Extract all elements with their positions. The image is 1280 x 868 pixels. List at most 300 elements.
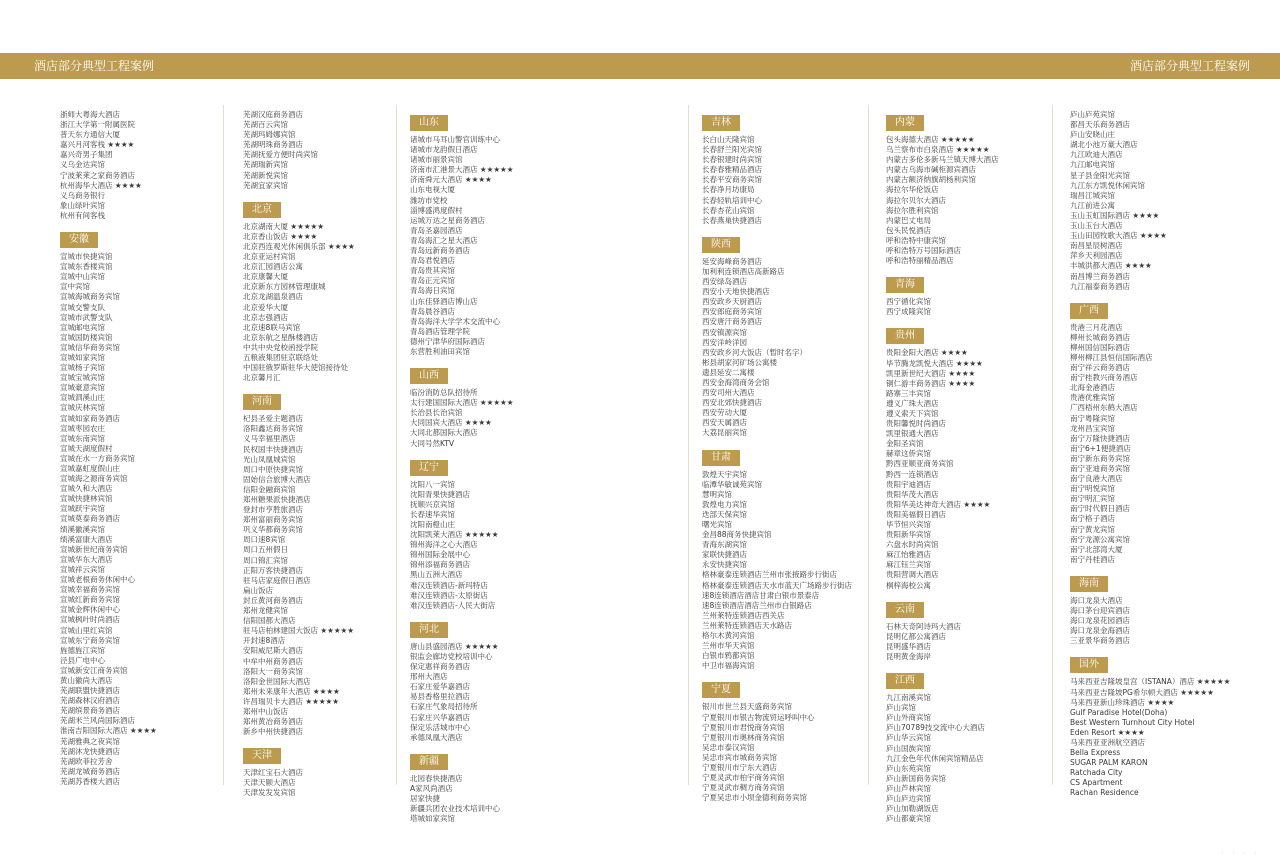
hotel-item: 南宁新东商务宾馆 (1070, 453, 1130, 463)
hotel-item: 北京湖南大厦 ★★★★★ (243, 221, 325, 231)
hotel-item: 宣城中山宾馆 (60, 272, 105, 282)
hotel-item: 柳州柳江县恒信国际酒店 (1070, 352, 1153, 362)
hotel-item: 大同国宾大酒店 ★★★★ (410, 418, 492, 428)
hotel-item: 郑州富丽商务宾馆 (243, 515, 303, 525)
hotel-item: 中共中央党校函授学院 (243, 342, 318, 352)
region-section (886, 323, 1046, 590)
hotel-item: 长白山天隆宾馆 (702, 135, 755, 144)
hotel-item: 锦州添福商务酒店 (410, 560, 470, 570)
hotel-item: 遵义索天下宾馆 (886, 408, 939, 418)
hotel-list (1070, 110, 1230, 292)
hotel-item: 敦煌电力宾馆 (702, 499, 747, 509)
hotel-list (60, 252, 220, 787)
hotel-item: 易县香格里拉酒店 (410, 692, 470, 702)
region-section (410, 749, 570, 824)
hotel-item: 北京龙湖温泉酒店 (243, 292, 303, 302)
column-divider (1052, 105, 1053, 785)
hotel-item: 长春速华宾馆 (410, 509, 455, 519)
hotel-item: 义乌商务银行 (60, 190, 105, 200)
hotel-item: 绩溪富康大酒店 (60, 534, 113, 544)
hotel-item: 北海金港酒店 (1070, 383, 1115, 393)
hotel-item: 邢州大酒店 (410, 672, 448, 682)
region-section (886, 597, 1046, 662)
hotel-item: 海拉尔贝尔大酒店 (886, 195, 946, 205)
hotel-item: 昆明黄金海岸 (886, 651, 931, 661)
hotel-item: 宣城华东大酒店 (60, 554, 113, 564)
hotel-item: 宣城枣园农庄 (60, 423, 105, 433)
hotel-item: Ratchada City (1070, 768, 1123, 778)
hotel-item: 太行建国国际大酒店 ★★★★★ (410, 398, 514, 408)
hotel-item: 宣城东宁商务宾馆 (60, 635, 120, 645)
hotel-item: 南宁黄龙宾馆 (1070, 524, 1115, 534)
region-section (60, 227, 220, 787)
hotel-item: Best Western Turnhout City Hotel (1070, 717, 1195, 727)
hotel-item: 九江欧迪大酒店 (1070, 150, 1123, 160)
hotel-item: 驻马店家庭假日酒店 (243, 575, 311, 585)
hotel-item: 海口龙泉大酒店 (1070, 595, 1123, 605)
hotel-item: 芜湖瑞新宾馆 (243, 160, 288, 170)
hotel-item: 洛阳金世国际大酒店 (243, 676, 311, 686)
hotel-item: 青海东湖宾馆 (702, 540, 747, 550)
hotel-item: 长春平安商务宾馆 (702, 175, 762, 185)
hotel-item: 路寨三丰宾馆 (886, 388, 931, 398)
region-section (410, 455, 570, 611)
hotel-item: 都昌天乐商务酒店 (1070, 120, 1130, 130)
hotel-item: 贵阳金阳大酒店 ★★★★ (886, 348, 968, 358)
hotel-item: 芜湖龙城商务酒店 (60, 766, 120, 776)
hotel-item: 芜湖玛姆娜宾馆 (243, 130, 296, 140)
hotel-item: 芜湖森林汉府酒店 (60, 696, 120, 706)
hotel-item: 贵阳营调大酒店 (886, 570, 939, 580)
hotel-item: A家风尚酒店 (410, 783, 453, 793)
hotel-item: 西安天属酒店 (702, 418, 747, 428)
hotel-list (1070, 323, 1230, 565)
hotel-item: 黄山徽尚大酒店 (60, 675, 113, 685)
region-header: 辽宁 (410, 460, 448, 476)
hotel-item: 南宁6+1便捷酒店 (1070, 443, 1131, 453)
hotel-item: 宣城邮电宾馆 (60, 322, 105, 332)
hotel-item: 宣城枫叶时尚酒店 (60, 615, 120, 625)
hotel-item: 新疆兵团农业技术培训中心 (410, 804, 500, 814)
hotel-item: 乌兰察布市白泉酒店 ★★★★★ (886, 145, 990, 155)
region-header: 北京 (243, 202, 281, 218)
hotel-item: 周口锦汇宾馆 (243, 555, 288, 565)
hotel-item: 难汉连锁酒店-人民大街店 (410, 600, 496, 610)
hotel-item: 长春轻轨培训中心 (702, 195, 762, 205)
hotel-item: 宣城天湖度假村 (60, 443, 113, 453)
hotel-item: 郑州糖果派快捷酒店 (243, 495, 311, 504)
hotel-item: 马来西亚吉隆坡皇宫（ISTANA）酒店 ★★★★★ (1070, 677, 1230, 687)
hotel-item: 宣城如家商务酒店 (60, 413, 120, 423)
hotel-item: 青岛海日宾馆 (410, 286, 455, 296)
hotel-item: 青岛海洋大学学术交流中心 (410, 316, 500, 326)
hotel-item: 东营胜利油田宾馆 (410, 346, 470, 356)
hotel-item: 青岛君悦酒店 (410, 256, 455, 266)
hotel-item: 西宁成隆宾馆 (886, 307, 931, 317)
hotel-item: 宁夏灵武市柏宇商务宾馆 (702, 773, 785, 783)
hotel-item: 中卫市福海宾馆 (702, 661, 755, 671)
hotel-item: 南宁丹桂酒店 (1070, 554, 1115, 564)
hotel-list (886, 297, 1046, 317)
region-section (702, 110, 862, 226)
hotel-item: 北京爱华大厦 (243, 302, 288, 312)
hotel-item: Bella Express (1070, 748, 1121, 758)
hotel-item: 宣城新世纪商务宾馆 (60, 544, 128, 554)
hotel-item: 庐山国族宾馆 (886, 743, 931, 753)
hotel-item: 宣中宾馆 (60, 282, 90, 292)
hotel-item: 正阳万客快捷酒店 (243, 565, 303, 575)
hotel-item: 芜湖明珠商务酒店 (243, 140, 303, 150)
hotel-item: 西安北郊快捷酒店 (702, 398, 762, 408)
hotel-item: 内蒙古多伦多新马兰镇天博大酒店 (886, 155, 999, 165)
region-header: 宁夏 (702, 682, 740, 698)
hotel-item: 信阳金融商宾馆 (243, 484, 296, 494)
hotel-item: 遵义广珠大酒店 (886, 398, 939, 408)
hotel-item: 芜湖抚爱方便时尚宾馆 (243, 150, 318, 160)
hotel-item: 金阳圣宾馆 (886, 439, 924, 449)
hotel-item: 封丘黄河商务酒店 (243, 595, 303, 605)
hotel-item: 芜湖联盟快捷酒店 (60, 686, 120, 696)
region-header: 天津 (243, 748, 281, 764)
hotel-item: 诸城市丽景宾馆 (410, 155, 463, 165)
hotel-item: 长春净月坊康局 (702, 185, 755, 195)
case-column (60, 110, 220, 793)
hotel-item: 黔西亚顺亚商务宾馆 (886, 459, 954, 469)
hotel-item: 固始信合旅博大酒店 (243, 474, 311, 484)
hotel-item: 长春燕巢快捷酒店 (702, 215, 762, 225)
hotel-item: 淄博盛鸿度假村 (410, 205, 463, 215)
region-section (410, 110, 570, 357)
hotel-item: 庐山东苑宾馆 (886, 763, 931, 773)
hotel-item: 三亚景华商务酒店 (1070, 636, 1130, 646)
hotel-item: 贵阳宇迪酒店 (886, 479, 931, 489)
hotel-item: 洛阳大一商务宾馆 (243, 666, 303, 676)
hotel-item: 麻江钰兰宾馆 (886, 560, 931, 570)
hotel-item: 北京西连观光休闲俱乐部 ★★★★ (243, 241, 355, 251)
hotel-item: 马来西亚新山珍珠酒店 ★★★★ (1070, 697, 1175, 707)
hotel-item: 西安唐汗商务酒店 (702, 317, 762, 327)
hotel-item: 青岛海汇之星大酒店 (410, 235, 478, 245)
banner-title-left: 酒店部分典型工程案例 (34, 59, 155, 73)
hotel-item: 沈阳南橙山庄 (410, 520, 455, 529)
hotel-item: 宣城交警支队 (60, 302, 105, 312)
hotel-item: 贵阳美福假日酒店 (886, 509, 946, 519)
hotel-item: 宣城嘉虹度假山庄 (60, 464, 120, 473)
hotel-item: 九江邮电宾馆 (1070, 160, 1115, 170)
hotel-item: 格林豪泰连锁酒店天水市蓝天广场路步行街店 (702, 580, 852, 590)
hotel-item: 九江金色年代休闲宾馆精品店 (886, 753, 984, 763)
hotel-item: 加利利连锁酒店高新路店 (702, 266, 785, 276)
hotel-item: 宣城金辉休闲中心 (60, 605, 120, 615)
hotel-item: 青岛晨谷酒店 (410, 306, 455, 316)
hotel-item: 九江东方凯悦休闲宾馆 (1070, 180, 1145, 190)
hotel-item: 淮南吉阳国际大酒店 ★★★★ (60, 726, 157, 736)
hotel-item: 兰州莱特连锁酒店天水路店 (702, 620, 792, 630)
hotel-item: 宣城快捷林宾馆 (60, 494, 113, 504)
region-section (702, 445, 862, 672)
hotel-item: 丰城洪都大酒店 ★★★★ (1070, 261, 1152, 271)
title-banner (0, 53, 1280, 79)
hotel-item: 西安郎庭商务宾馆 (702, 307, 762, 317)
hotel-item: 南昌博兰商务酒店 (1070, 271, 1130, 281)
hotel-item: 居家快捷 (410, 793, 440, 803)
hotel-item: 庐山华云宾馆 (886, 733, 931, 743)
hotel-item: 宣城杨子宾馆 (60, 363, 105, 373)
hotel-item: 南宁祥云商务酒店 (1070, 363, 1130, 373)
region-header: 河北 (410, 622, 448, 638)
hotel-item: 宣城市武警支队 (60, 312, 113, 322)
hotel-item: 义乌金达宾馆 (60, 160, 105, 170)
hotel-item: Rachan Residence (1070, 788, 1139, 798)
hotel-list (702, 135, 862, 226)
hotel-item: 南宁万隆快捷酒店 (1070, 433, 1130, 443)
case-column (702, 110, 862, 809)
region-header: 山东 (410, 115, 448, 131)
hotel-item: 马来西亚亚洲航空酒店 (1070, 737, 1145, 747)
hotel-item: 临汾消防总队招待所 (410, 388, 478, 398)
hotel-item: 宣城东香楼宾馆 (60, 262, 113, 272)
region-section (886, 110, 1046, 266)
region-section (243, 197, 403, 384)
hotel-item: 嘉兴奇男子集团 (60, 150, 113, 160)
hotel-item: 西安金海湾商务会馆 (702, 377, 770, 387)
hotel-item: 芜湖米兰风尚国际酒店 (60, 716, 135, 726)
hotel-item: 速8连锁酒店酒店甘肃白银市景泰店 (702, 590, 820, 600)
hotel-item: 周口速8宾馆 (243, 535, 286, 545)
hotel-item: 北京汇园酒店公寓 (243, 262, 303, 272)
hotel-list (1070, 677, 1230, 798)
hotel-item: 瑞昌江城宾馆 (1070, 190, 1115, 200)
hotel-item: 宣城海城商务宾馆 (60, 292, 120, 302)
hotel-item: 北京亚运村宾馆 (243, 252, 296, 262)
hotel-item: 广西梧州东鹤大酒店 (1070, 403, 1138, 413)
hotel-item: 海拉尔胜利宾馆 (886, 205, 939, 215)
hotel-item: 石家庄气象局招待所 (410, 702, 478, 712)
hotel-item: 庐山安晓山庄 (1070, 130, 1115, 140)
hotel-item: 北京东航之星酥楼酒店 (243, 332, 318, 342)
hotel-item: 宁波莱莱之家商务酒店 (60, 170, 135, 180)
hotel-item: 吴忠市宾市城商务宾馆 (702, 752, 777, 762)
hotel-item: 新乡中州快捷酒店 (243, 727, 303, 737)
hotel-item: 长春舒兰阳光宾馆 (702, 145, 762, 155)
hotel-item: 南宁亚迪商务宾馆 (1070, 464, 1130, 473)
hotel-item: 庐山庐苑宾馆 (1070, 110, 1115, 119)
hotel-item: 南宁粤隆宾馆 (1070, 413, 1115, 423)
hotel-item: Gulf Paradise Hotel(Doha) (1070, 707, 1168, 717)
hotel-item: 黔西一连锁酒店 (886, 469, 939, 479)
hotel-item: 普天东方通信大厦 (60, 130, 120, 140)
hotel-item: 西安政乡河大饭店（暂时名字） (702, 347, 807, 357)
hotel-item: 九江前进公寓 (1070, 200, 1115, 210)
hotel-item: 芜湖宜家宾馆 (243, 180, 288, 190)
hotel-item: 宣城如家宾馆 (60, 352, 105, 362)
hotel-item: 九江南溪宾馆 (886, 693, 931, 703)
hotel-item: 安阳威尼斯大酒店 (243, 646, 303, 656)
region-section (702, 232, 862, 439)
hotel-item: 贵阳华美达神奇大酒店 ★★★★ (886, 499, 991, 509)
hotel-item: 贵阳馨悦时尚酒店 (886, 419, 946, 429)
hotel-item: 开封速8酒店 (243, 636, 286, 646)
hotel-item: CS Apartment (1070, 778, 1123, 788)
region-section (410, 363, 570, 449)
decorative-dots: · · · · (1221, 849, 1260, 858)
hotel-item: 毕节恒兴宾馆 (886, 520, 931, 529)
case-column (886, 110, 1046, 830)
hotel-list (1070, 596, 1230, 646)
hotel-item: 诸城市龙韵假日酒店 (410, 145, 478, 155)
hotel-item: 临潭华敏诚苑宾馆 (702, 479, 762, 489)
hotel-item: 抚顺兴京宾馆 (410, 499, 455, 509)
hotel-item: 周口五州假日 (243, 545, 288, 555)
region-section (410, 617, 570, 743)
region-header: 江西 (886, 673, 924, 689)
hotel-list (60, 110, 220, 221)
hotel-item: 锦州国际金展中心 (410, 550, 470, 560)
hotel-item: 长春春雅精品酒店 (702, 165, 762, 175)
hotel-item: 绩溪徽溪宾馆 (60, 524, 105, 534)
hotel-item: 石林天奇阿诗玛大酒店 (886, 621, 961, 631)
hotel-item: 山东电视大厦 (410, 185, 455, 195)
hotel-item: 西宁循化宾馆 (886, 297, 931, 307)
hotel-item: 中牟中州商务酒店 (243, 656, 303, 666)
hotel-item: SUGAR PALM KARON (1070, 758, 1148, 768)
hotel-item: 桐梓海校公寓 (886, 580, 931, 590)
hotel-item: 永安快捷宾馆 (702, 560, 747, 570)
region-header: 海南 (1070, 576, 1108, 592)
hotel-list (243, 768, 403, 798)
hotel-item: 信阳国都大酒店 (243, 616, 296, 626)
hotel-list (410, 774, 570, 824)
region-section (243, 389, 403, 737)
case-column (243, 110, 403, 805)
hotel-item: 宁夏银川市银古物流贸运呼叫中心 (702, 712, 815, 722)
hotel-item: 沈阳八一宾馆 (410, 479, 455, 489)
hotel-item: 大荔昆丽宾馆 (702, 428, 747, 438)
hotel-item: 嘉兴月河客栈 ★★★★ (60, 140, 135, 150)
hotel-list (702, 702, 862, 803)
hotel-item: 青岛贵其宾馆 (410, 266, 455, 276)
hotel-item: 义马幸福里酒店 (243, 434, 296, 444)
hotel-item: 宣城市快捷宾馆 (60, 252, 113, 262)
hotel-item: 星子县金阳光宾馆 (1070, 170, 1130, 180)
hotel-item: 长春银建时尚宾馆 (702, 155, 762, 165)
hotel-item: 西安洋岭洋园 (702, 337, 747, 347)
hotel-item: 内蒙巴丈电局 (886, 215, 931, 225)
hotel-item: 芜湖新悦宾馆 (243, 170, 288, 180)
hotel-item: 芜湖沐龙快捷酒店 (60, 746, 120, 756)
region-header: 陕西 (702, 237, 740, 253)
hotel-item: 南宁桂教兴商务酒店 (1070, 373, 1138, 383)
hotel-item: 宣城海之源商务宾馆 (60, 474, 128, 484)
hotel-item: 杭州海华大酒店 ★★★★ (60, 180, 142, 190)
hotel-list (243, 110, 403, 191)
hotel-list (886, 348, 1046, 590)
hotel-item: 家联快捷酒店 (702, 550, 747, 560)
hotel-item: 五粮液集团驻京联络处 (243, 352, 318, 362)
hotel-item: 庐山70789技交流中心大酒店 (886, 723, 985, 733)
hotel-list (410, 480, 570, 611)
hotel-item: 旌德旌江宾馆 (60, 645, 105, 655)
hotel-item: 昆明盛华酒店 (886, 641, 931, 651)
hotel-item: 西安绿岛酒店 (702, 277, 747, 287)
hotel-item: 庐山庐边宾馆 (886, 793, 931, 803)
hotel-item: 兰州市华天宾馆 (702, 641, 755, 651)
hotel-item: 北京志强酒店 (243, 312, 288, 322)
hotel-item: 沈阳凯莱大酒店 ★★★★★ (410, 530, 499, 540)
hotel-item: 马来西亚吉隆坡PG希尔顿大酒店 ★★★★★ (1070, 687, 1214, 697)
hotel-item: 格林豪泰连锁酒店兰州市张掖路步行街店 (702, 570, 837, 580)
hotel-item: 银川市世兰县天盛商务宾馆 (702, 702, 792, 712)
hotel-item: 宣城在水一方商务宾馆 (60, 453, 135, 463)
hotel-item: 西安小天地快捷酒店 (702, 287, 770, 297)
region-section (1070, 298, 1230, 565)
hotel-list (410, 642, 570, 743)
hotel-item: 扁山饭店 (243, 585, 273, 595)
hotel-item: 庐山加勒湖饭店 (886, 804, 939, 814)
hotel-item: 杞县圣爱主题酒店 (243, 414, 303, 424)
hotel-list (886, 135, 1046, 266)
hotel-item: 内蒙古额济纳旗胡杨利宾馆 (886, 175, 976, 185)
hotel-item: 贵港三月花酒店 (1070, 322, 1123, 332)
region-header: 云南 (886, 602, 924, 618)
hotel-item: 慧明宾馆 (702, 489, 732, 499)
hotel-item: 呼和浩特万号国际酒店 (886, 246, 961, 256)
hotel-item: 宣城泗溪山庄 (60, 393, 105, 403)
hotel-item: 玉山田园牧歌大酒店 ★★★★ (1070, 231, 1167, 241)
hotel-item: 北园春快捷酒店 (410, 773, 463, 783)
hotel-item: 青岛酒店管理学院 (410, 326, 470, 336)
hotel-item: 兰州莱特连锁酒店西关店 (702, 610, 785, 620)
region-header: 内蒙 (886, 115, 924, 131)
hotel-item: 难汉连锁酒店-太原街店 (410, 590, 488, 600)
hotel-item: 宣城祥云宾馆 (60, 564, 105, 574)
hotel-item: 北京康馨大厦 (243, 272, 288, 282)
region-section (243, 110, 403, 191)
hotel-item: 金昌88商务快捷宾馆 (702, 530, 772, 540)
hotel-item: 沈阳青果快捷酒店 (410, 489, 470, 499)
hotel-item: 许昌瑞贝卡大酒店 ★★★★★ (243, 696, 340, 706)
hotel-item: 锦州海洋之心大酒店 (410, 540, 478, 550)
hotel-item: 保定乐活城市中心 (410, 722, 470, 732)
hotel-item: 周口中原快捷宾馆 (243, 464, 303, 474)
hotel-item: 敦煌天宇宾馆 (702, 469, 747, 479)
region-section (243, 743, 403, 798)
region-section (1070, 110, 1230, 292)
hotel-item: 庐山新国商务宾馆 (886, 773, 946, 783)
hotel-item: 中国驻俄罗斯驻华大使馆接待处 (243, 363, 348, 373)
hotel-list (410, 135, 570, 357)
hotel-item: 黑山五洲大酒店 (410, 570, 463, 580)
hotel-list (886, 693, 1046, 824)
region-header: 河南 (243, 394, 281, 410)
hotel-item: 柳州国信国际酒店 (1070, 342, 1130, 352)
hotel-item: 九江福泰商务酒店 (1070, 281, 1130, 291)
region-section (1070, 571, 1230, 646)
hotel-item: 南宁格子酒店 (1070, 514, 1115, 524)
hotel-item: 贵港优雅宾馆 (1070, 393, 1115, 403)
hotel-item: 洛阳鑫达商务宾馆 (243, 424, 303, 434)
case-column (1070, 110, 1230, 805)
hotel-item: 长治县长治宾馆 (410, 408, 463, 418)
hotel-item: 庐山宾馆 (886, 703, 916, 713)
hotel-item: 麻江怡雅酒店 (886, 550, 931, 560)
hotel-item: 北京馨月汇 (243, 373, 281, 383)
hotel-item: 西安劳动大厦 (702, 408, 747, 418)
region-header: 甘肃 (702, 450, 740, 466)
hotel-item: 石家庄爱华嘉酒店 (410, 682, 470, 692)
hotel-item: 保定惠祥商务酒店 (410, 662, 470, 672)
hotel-item: 彬县胡家河矿场公寓楼 (702, 357, 777, 367)
